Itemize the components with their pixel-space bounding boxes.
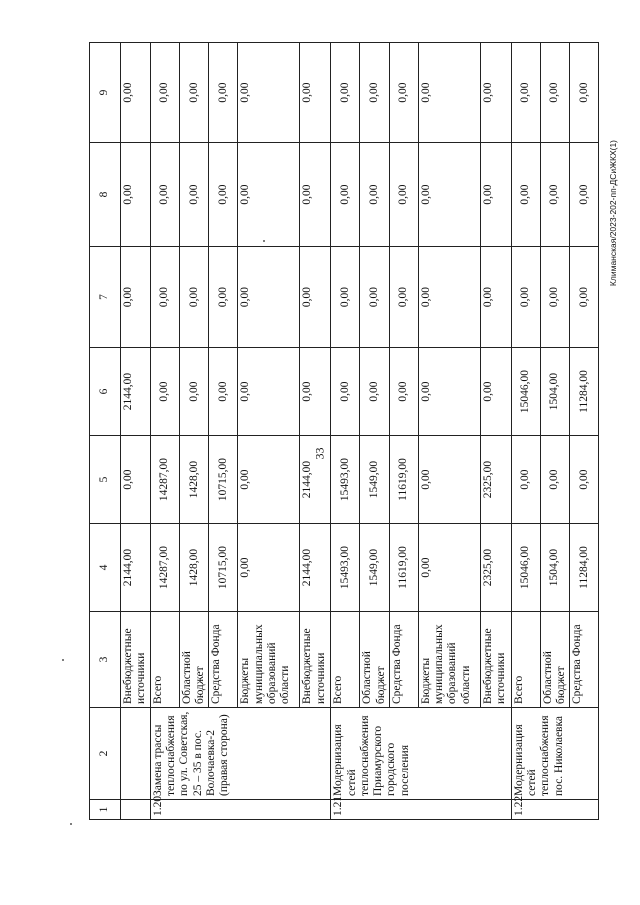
amount-cell: 0,00 xyxy=(121,43,151,143)
amount-cell: 0,00 xyxy=(480,348,511,436)
amount-cell: 0,00 xyxy=(540,436,569,524)
item-name: Модернизация сетей теплоснабжения Приамурского городского поселения xyxy=(331,708,511,800)
funding-source: Бюджеты муниципальных образований области xyxy=(238,612,300,708)
amount-cell: 0,00 xyxy=(209,143,238,247)
item-name xyxy=(121,708,151,800)
amount-cell: 0,00 xyxy=(121,247,151,348)
amount-cell: 0,00 xyxy=(480,143,511,247)
table-row xyxy=(418,43,480,820)
table-row xyxy=(540,43,569,820)
amount-cell: 0,00 xyxy=(540,143,569,247)
amount-cell: 2144,00 xyxy=(121,524,151,612)
funding-source: Областной бюджет xyxy=(360,612,389,708)
item-number: 1.22 xyxy=(511,800,598,820)
amount-cell: 15493,00 xyxy=(331,436,360,524)
financing-table xyxy=(89,42,599,820)
amount-cell: 0,00 xyxy=(418,524,480,612)
amount-cell: 0,00 xyxy=(151,143,180,247)
table-row xyxy=(360,43,389,820)
table-row xyxy=(121,43,151,820)
amount-cell: 15046,00 xyxy=(511,524,540,612)
amount-cell: 15493,00 xyxy=(331,524,360,612)
amount-cell: 0,00 xyxy=(300,43,331,143)
amount-cell: 0,00 xyxy=(238,524,300,612)
table-row xyxy=(238,43,300,820)
amount-cell: 1428,00 xyxy=(180,436,209,524)
amount-cell: 15046,00 xyxy=(511,348,540,436)
table-row xyxy=(209,43,238,820)
amount-cell: 0,00 xyxy=(511,247,540,348)
amount-cell: 0,00 xyxy=(331,43,360,143)
amount-cell: 0,00 xyxy=(121,143,151,247)
funding-source: Внебюджетные источники xyxy=(121,612,151,708)
amount-cell: 0,00 xyxy=(209,43,238,143)
amount-cell: 0,00 xyxy=(389,348,418,436)
amount-cell: 1504,00 xyxy=(540,524,569,612)
amount-cell: 0,00 xyxy=(511,436,540,524)
table-row xyxy=(511,43,540,820)
amount-cell: 0,00 xyxy=(418,143,480,247)
table-row xyxy=(151,43,180,820)
table-row xyxy=(331,43,360,820)
amount-cell: 0,00 xyxy=(480,43,511,143)
amount-cell: 0,00 xyxy=(238,348,300,436)
amount-cell: 0,00 xyxy=(209,348,238,436)
amount-cell: 2144,00 xyxy=(300,524,331,612)
amount-cell: 11284,00 xyxy=(570,524,599,612)
amount-cell: 2144,00 xyxy=(300,436,331,524)
amount-cell: 2325,00 xyxy=(480,436,511,524)
amount-cell: 0,00 xyxy=(238,143,300,247)
financing-table-frame xyxy=(89,43,590,820)
funding-source: Всего xyxy=(151,612,180,708)
amount-cell: 0,00 xyxy=(300,247,331,348)
amount-cell: 0,00 xyxy=(300,348,331,436)
item-name: Замена трассы теплоснабжения по ул. Советская, 25 – 35 в пос. Волочаевка-2 (правая сторона) xyxy=(151,708,331,800)
amount-cell: 0,00 xyxy=(360,143,389,247)
amount-cell: 0,00 xyxy=(570,43,599,143)
column-number-row xyxy=(90,43,121,820)
funding-source: Бюджеты муниципальных образований области xyxy=(418,612,480,708)
scan-speck xyxy=(62,659,64,661)
amount-cell: 0,00 xyxy=(180,348,209,436)
amount-cell: 1549,00 xyxy=(360,524,389,612)
amount-cell: 10715,00 xyxy=(209,524,238,612)
amount-cell: 0,00 xyxy=(238,436,300,524)
amount-cell: 0,00 xyxy=(151,43,180,143)
table-row xyxy=(389,43,418,820)
item-name: Модернизация сетей теплоснабжения пос. Николаевка xyxy=(511,708,598,800)
amount-cell: 0,00 xyxy=(180,43,209,143)
column-number: 6 xyxy=(90,348,121,436)
funding-source: Всего xyxy=(331,612,360,708)
funding-source: Областной бюджет xyxy=(540,612,569,708)
amount-cell: 0,00 xyxy=(418,247,480,348)
amount-cell: 0,00 xyxy=(480,247,511,348)
column-number: 1 xyxy=(90,800,121,820)
amount-cell: 0,00 xyxy=(570,143,599,247)
amount-cell: 0,00 xyxy=(238,247,300,348)
funding-source: Средства Фонда xyxy=(570,612,599,708)
amount-cell: 0,00 xyxy=(511,143,540,247)
table-row xyxy=(570,43,599,820)
amount-cell: 11619,00 xyxy=(389,436,418,524)
document-reference: Климанская/2023-202-пп-ДСиЖКХ(1) xyxy=(608,140,618,287)
funding-source: Средства Фонда xyxy=(389,612,418,708)
amount-cell: 0,00 xyxy=(209,247,238,348)
amount-cell: 0,00 xyxy=(151,348,180,436)
amount-cell: 0,00 xyxy=(418,43,480,143)
amount-cell: 11284,00 xyxy=(570,348,599,436)
funding-source: Внебюджетные источники xyxy=(480,612,511,708)
amount-cell: 0,00 xyxy=(418,436,480,524)
scan-speck xyxy=(70,823,72,825)
amount-cell: 0,00 xyxy=(540,43,569,143)
amount-cell: 0,00 xyxy=(300,143,331,247)
amount-cell: 0,00 xyxy=(511,43,540,143)
amount-cell: 0,00 xyxy=(331,247,360,348)
column-number: 9 xyxy=(90,43,121,143)
table-row xyxy=(300,43,331,820)
amount-cell: 0,00 xyxy=(389,143,418,247)
amount-cell: 0,00 xyxy=(180,143,209,247)
amount-cell: 1428,00 xyxy=(180,524,209,612)
funding-source: Средства Фонда xyxy=(209,612,238,708)
amount-cell: 2144,00 xyxy=(121,348,151,436)
amount-cell: 0,00 xyxy=(360,43,389,143)
table-row xyxy=(180,43,209,820)
table-row xyxy=(480,43,511,820)
amount-cell: 14287,00 xyxy=(151,436,180,524)
amount-cell: 1549,00 xyxy=(360,436,389,524)
amount-cell: 11619,00 xyxy=(389,524,418,612)
column-number: 4 xyxy=(90,524,121,612)
amount-cell: 0,00 xyxy=(418,348,480,436)
amount-cell: 0,00 xyxy=(180,247,209,348)
amount-cell: 0,00 xyxy=(238,43,300,143)
amount-cell: 0,00 xyxy=(331,348,360,436)
column-number: 7 xyxy=(90,247,121,348)
column-number: 3 xyxy=(90,612,121,708)
amount-cell: 0,00 xyxy=(570,247,599,348)
funding-source: Всего xyxy=(511,612,540,708)
column-number: 5 xyxy=(90,436,121,524)
column-number: 8 xyxy=(90,143,121,247)
item-number: 1.20 xyxy=(151,800,331,820)
amount-cell: 0,00 xyxy=(570,436,599,524)
amount-cell: 0,00 xyxy=(151,247,180,348)
amount-cell: 0,00 xyxy=(540,247,569,348)
amount-cell: 0,00 xyxy=(360,348,389,436)
amount-cell: 0,00 xyxy=(389,43,418,143)
amount-cell: 10715,00 xyxy=(209,436,238,524)
amount-cell: 14287,00 xyxy=(151,524,180,612)
amount-cell: 0,00 xyxy=(121,436,151,524)
amount-cell: 2325,00 xyxy=(480,524,511,612)
amount-cell: 0,00 xyxy=(331,143,360,247)
funding-source: Областной бюджет xyxy=(180,612,209,708)
column-number: 2 xyxy=(90,708,121,800)
amount-cell: 0,00 xyxy=(389,247,418,348)
page-number: 33 xyxy=(312,447,327,460)
amount-cell: 0,00 xyxy=(360,247,389,348)
item-number: 1.21 xyxy=(331,800,511,820)
funding-source: Внебюджетные источники xyxy=(300,612,331,708)
item-number xyxy=(121,800,151,820)
amount-cell: 1504,00 xyxy=(540,348,569,436)
